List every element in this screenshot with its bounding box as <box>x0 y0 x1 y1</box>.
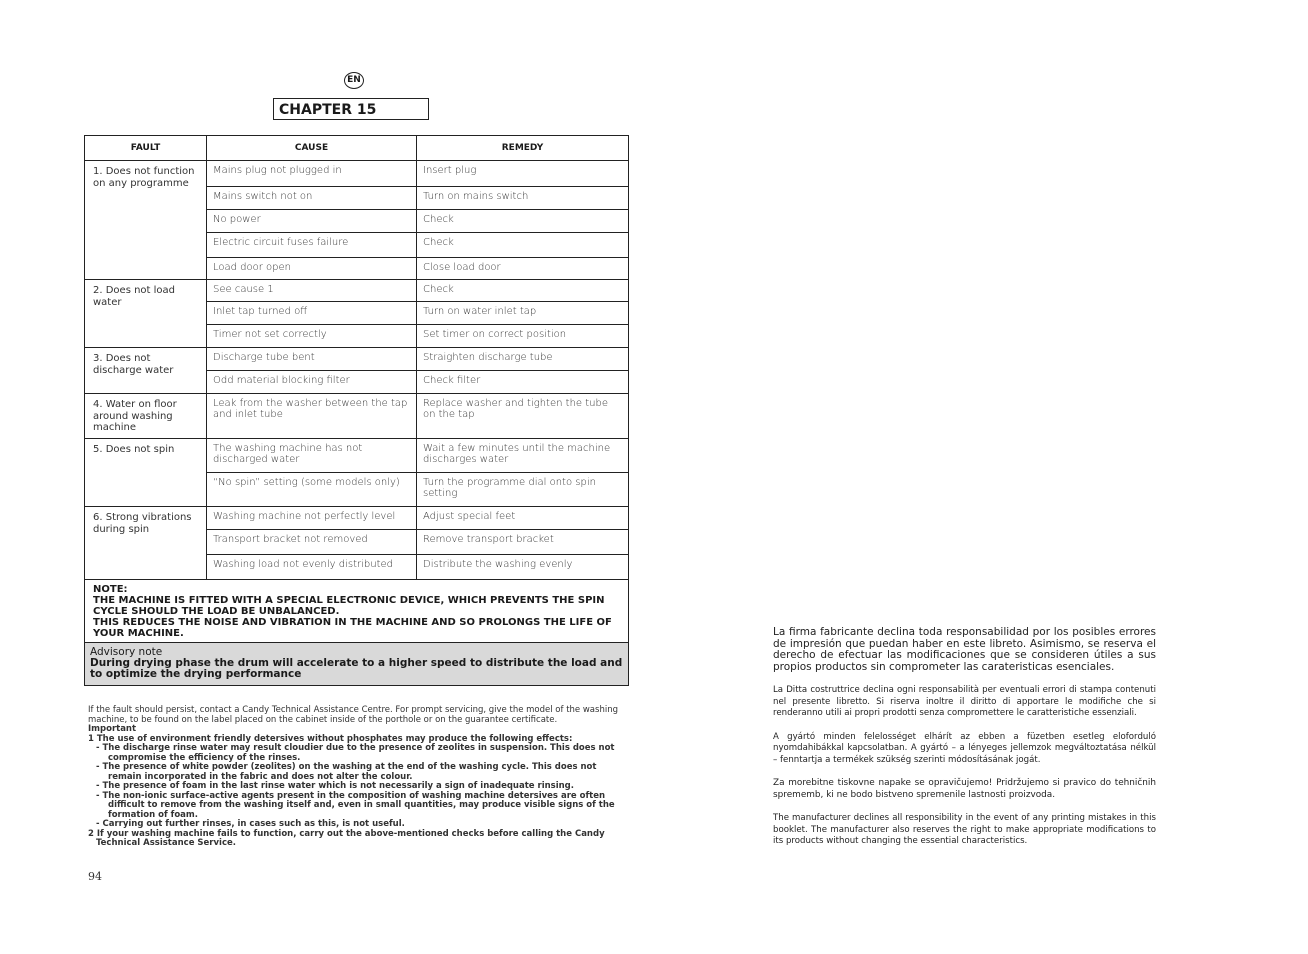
cause-cell: Mains plug not plugged in <box>207 161 417 187</box>
fault-cell: 2. Does not load water <box>85 280 207 348</box>
footer-important: Important <box>88 724 137 734</box>
remedy-cell: Check <box>417 280 629 302</box>
table-row <box>85 507 629 530</box>
cause-cell: Mains switch not on <box>207 187 417 210</box>
advisory-row <box>85 643 629 686</box>
cause-cell: Inlet tap turned off <box>207 302 417 325</box>
table-row <box>85 439 629 473</box>
cause-cell: See cause 1 <box>207 280 417 302</box>
note-text-1: THE MACHINE IS FITTED WITH A SPECIAL ELECTRONIC DEVICE, WHICH PREVENTS THE SPIN CYCLE SHOULD THE LOAD BE UNBALANCED. <box>93 595 605 617</box>
fault-table <box>84 135 629 686</box>
footer-bullet: - The presence of foam in the last rinse water which is not necessarily a sign of inadequate rinsing. <box>96 781 574 791</box>
remedy-cell: Set timer on correct position <box>417 325 629 348</box>
disclaimer-slovenian: Za morebitne tiskovne napake se opravičujemo! Pridržujemo si pravico do tehničnih sprememb, ki ne bodo bistveno spremenile lastnosti proizvoda. <box>773 778 1156 800</box>
cause-cell: Discharge tube bent <box>207 348 417 371</box>
disclaimer-block <box>773 627 1156 860</box>
note-cell <box>85 580 629 643</box>
fault-cell: 1. Does not function on any programme <box>85 161 207 280</box>
table-row <box>85 280 629 302</box>
remedy-cell: Check filter <box>417 371 629 394</box>
footer-bullet: - The non-ionic surface-active agents present in the composition of washing machine detersives are often difficult to remove from the washing itself and, even in small quantities, may produce visible signs of the formation of foam. <box>96 790 615 820</box>
remedy-cell: Distribute the washing evenly <box>417 555 629 580</box>
remedy-cell: Turn on mains switch <box>417 187 629 210</box>
remedy-cell: Straighten discharge tube <box>417 348 629 371</box>
footer-bullet: - Carrying out further rinses, in cases such as this, is not useful. <box>96 819 405 829</box>
table-row <box>85 161 629 187</box>
remedy-cell: Turn on water inlet tap <box>417 302 629 325</box>
cause-cell: “No spin” setting (some models only) <box>207 473 417 507</box>
fault-cell: 5. Does not spin <box>85 439 207 507</box>
remedy-cell: Check <box>417 233 629 258</box>
note-text-2: THIS REDUCES THE NOISE AND VIBRATION IN THE MACHINE AND SO PROLONGS THE LIFE OF YOUR MACHINE. <box>93 617 612 639</box>
remedy-cell: Close load door <box>417 258 629 280</box>
header-fault: FAULT <box>85 136 207 161</box>
remedy-cell: Wait a few minutes until the machine discharges water <box>417 439 629 473</box>
cause-cell: Transport bracket not removed <box>207 530 417 555</box>
advisory-title: Advisory note <box>90 646 163 658</box>
language-badge: EN <box>344 72 364 89</box>
header-cause: CAUSE <box>207 136 417 161</box>
disclaimer-hungarian: A gyártó minden felelosséget elhárít az ebben a füzetben esetleg eloforduló nyomdahibákkal kapcsolatban. A gyártó – a lényeges jellemzok megváltoztatása nélkül – fenntartja a termékek szükség szerinti módosításának jogát. <box>773 731 1156 765</box>
cause-cell: No power <box>207 210 417 233</box>
table-row <box>85 394 629 439</box>
header-remedy: REMEDY <box>417 136 629 161</box>
remedy-cell: Check <box>417 210 629 233</box>
remedy-cell: Adjust special feet <box>417 507 629 530</box>
remedy-cell: Turn the programme dial onto spin setting <box>417 473 629 507</box>
fault-cell: 3. Does not discharge water <box>85 348 207 394</box>
footer-point-1: 1 The use of environment friendly detersives without phosphates may produce the following effects: <box>88 733 573 744</box>
cause-cell: Timer not set correctly <box>207 325 417 348</box>
advisory-cell <box>85 643 629 686</box>
cause-cell: Leak from the washer between the tap and inlet tube <box>207 394 417 439</box>
disclaimer-english: The manufacturer declines all responsibility in the event of any printing mistakes in this booklet. The manufacturer also reserves the right to make appropriate modifications to its products without changing the essential characteristics. <box>773 813 1156 846</box>
cause-cell: Washing load not evenly distributed <box>207 555 417 580</box>
cause-cell: Electric circuit fuses failure <box>207 233 417 258</box>
fault-cell: 4. Water on floor around washing machine <box>85 394 207 439</box>
page-number: 94 <box>88 870 102 883</box>
footer-bullet: - The discharge rinse water may result cloudier due to the presence of zeolites in suspension. This does not compromise the efficiency of the rinses. <box>96 743 615 763</box>
cause-cell: Load door open <box>207 258 417 280</box>
footer-point-2: 2 If your washing machine fails to function, carry out the above-mentioned checks before calling the Candy Technical Assistance Service. <box>88 828 605 848</box>
advisory-text: During drying phase the drum will accelerate to a higher speed to distribute the load and to optimize the drying performance <box>90 657 623 680</box>
footer-bullet: - The presence of white powder (zeolites) on the washing at the end of the washing cycle. This does not remain incorporated in the fabric and does not alter the colour. <box>96 762 597 782</box>
footer-intro: If the fault should persist, contact a Candy Technical Assistance Centre. For prompt servicing, give the model of the washing machine, to be found on the label placed on the cabinet inside of the porthole or on the guarantee certificate. <box>88 705 618 725</box>
note-row <box>85 580 629 643</box>
remedy-cell: Insert plug <box>417 161 629 187</box>
cause-cell: The washing machine has not discharged water <box>207 439 417 473</box>
note-title: NOTE: <box>93 584 128 595</box>
remedy-cell: Replace washer and tighten the tube on the tap <box>417 394 629 439</box>
remedy-cell: Remove transport bracket <box>417 530 629 555</box>
cause-cell: Odd material blocking filter <box>207 371 417 394</box>
cause-cell: Washing machine not perfectly level <box>207 507 417 530</box>
table-row <box>85 348 629 371</box>
footer-notes <box>88 706 628 849</box>
table-header-row <box>85 136 629 161</box>
chapter-title: CHAPTER 15 <box>273 98 429 120</box>
disclaimer-spanish: La firma fabricante declina toda responsabilidad por los posibles errores de impresión que puedan haber en este libreto. Asimismo, se reserva el derecho de efectuar las modificaciones que se consideren útiles a sus propios productos sin comprometer las carateristicas esenciales. <box>773 626 1156 673</box>
disclaimer-italian: La Ditta costruttrice declina ogni responsabilità per eventuali errori di stampa contenuti nel presente libretto. Si riserva inoltre il diritto di apportare le modifiche che si renderanno utili ai propri prodotti senza compromettere le caratteristiche essenziali. <box>773 685 1156 718</box>
fault-cell: 6. Strong vibrations during spin <box>85 507 207 580</box>
